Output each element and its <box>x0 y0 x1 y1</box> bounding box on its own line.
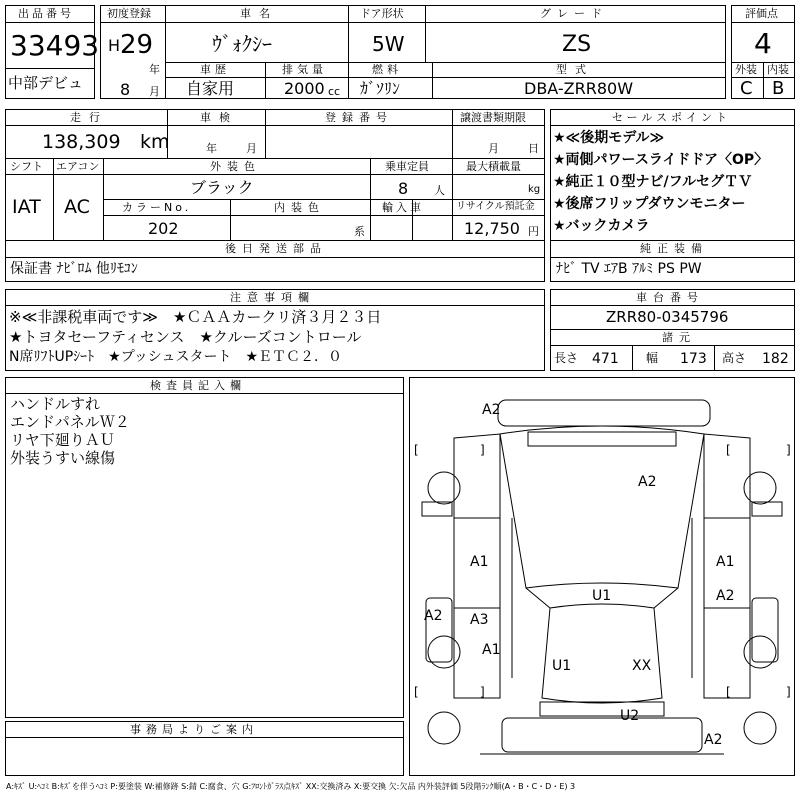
sales-points-label: セールスポイント <box>612 111 732 124</box>
displacement: 2000 <box>284 79 325 98</box>
height-label: 高さ <box>722 351 747 365</box>
exterior-grade-label: 外装 <box>735 63 757 76</box>
width-label: 幅 <box>646 351 659 365</box>
length-label: 長さ <box>554 351 579 365</box>
capacity-unit: 人 <box>434 184 445 197</box>
door-type: 5W <box>372 32 405 56</box>
grade-label: グレード <box>540 7 608 20</box>
interior-grade-label: 内装 <box>767 63 789 76</box>
fuel-label: 燃料 <box>372 63 402 76</box>
km-unit: km <box>140 131 170 153</box>
bracket: ] <box>480 443 485 457</box>
inspector-label: 検査員記入欄 <box>150 379 246 392</box>
car-name: ｳﾞｫｸｼｰ <box>212 32 272 56</box>
import-label: 輸入車 <box>382 201 424 214</box>
damage-mark: A2 <box>424 608 443 624</box>
length: 471 <box>592 351 619 367</box>
exterior-grade: C <box>740 78 753 99</box>
colorno: 202 <box>148 219 179 238</box>
recycle-unit: 円 <box>528 225 539 238</box>
model-code: DBA-ZRR80W <box>524 79 634 98</box>
year-unit: 年 <box>149 63 160 76</box>
parts-text: 保証書 ﾅﾋﾞﾛﾑ 他ﾘﾓｺﾝ <box>10 261 138 277</box>
sales-point: ★純正１０型ナビ/フルセグＴＶ <box>553 174 753 190</box>
ac-label: エアコン <box>56 160 100 173</box>
car-name-label: 車名 <box>240 7 278 20</box>
lot-number: 33493 <box>10 29 100 62</box>
recycle-label: リサイクル預託金 <box>456 201 535 212</box>
load-label: 最大積載量 <box>466 160 521 173</box>
cc-unit: cc <box>328 85 341 98</box>
intcolor-label: 内装色 <box>274 201 325 214</box>
chassis-number: ZRR80-0345796 <box>606 308 729 326</box>
inspector-line: 外装うすい線傷 <box>10 449 116 467</box>
bracket: [ <box>414 443 419 457</box>
damage-mark: A1 <box>482 642 501 658</box>
colorno-label: カラーNo. <box>122 201 192 214</box>
bracket: ] <box>786 685 791 699</box>
equipment-label: 純正装備 <box>640 242 708 255</box>
grade: ZS <box>562 32 592 57</box>
month-unit: 月 <box>149 85 160 98</box>
damage-mark: A1 <box>716 554 735 570</box>
intcolor-unit: 系 <box>354 225 365 238</box>
note-line: ※≪非課税車両です≫ ★ＣＡＡカークリ済３月２３日 <box>9 308 382 326</box>
load-unit: kg <box>528 184 541 195</box>
capacity: 8 <box>398 179 409 198</box>
inspector-line: リヤ下廻りＡＵ <box>10 431 115 449</box>
car-damage-diagram <box>410 378 794 775</box>
reg-era: H <box>108 36 121 55</box>
damage-mark: A1 <box>470 554 489 570</box>
door-label: ドア形状 <box>360 7 404 20</box>
bracket: ] <box>786 443 791 457</box>
inspection-year-unit: 年 <box>206 142 217 155</box>
legend: A:ｷｽﾞ U:ﾍｺﾐ B:ｷｽﾞを伴うﾍｺﾐ P:要塗装 W:補修跡 S:錆 C:腐食、穴 G:ﾌﾛﾝﾄｶﾞﾗｽ点ｷｽﾞ XX:交換済み X:要交換 欠:欠品 内外装評価 5段階ﾗﾝｸ順(A・B・C・D・E) 3 <box>6 782 576 791</box>
transfer-label: 譲渡書類期限 <box>460 111 526 124</box>
height: 182 <box>762 351 789 367</box>
sales-point: ★≪後期モデル≫ <box>553 130 665 146</box>
transfer-month-unit: 月 <box>488 142 499 155</box>
auction-event: 中部デビュ <box>8 74 84 92</box>
ac: AC <box>64 196 90 218</box>
damage-mark: A2 <box>716 588 735 604</box>
sales-point: ★両側パワースライドドア〈OP〉 <box>553 152 769 168</box>
score: 4 <box>754 27 772 60</box>
dims-label: 諸元 <box>662 331 696 344</box>
mileage-label: 走行 <box>70 111 108 124</box>
inspection-label: 車検 <box>200 111 238 124</box>
damage-mark: XX <box>632 658 652 674</box>
recycle-fee: 12,750 <box>464 219 520 238</box>
width: 173 <box>680 351 707 367</box>
capacity-label: 乗車定員 <box>385 160 429 173</box>
inspection-month-unit: 月 <box>246 142 257 155</box>
transfer-day-unit: 日 <box>528 142 539 155</box>
notes-label: 注意事項欄 <box>230 291 315 304</box>
history-label: 車歴 <box>200 63 230 76</box>
damage-mark: A3 <box>470 612 489 628</box>
displacement-label: 排気量 <box>282 63 327 76</box>
chassis-label: 車台番号 <box>636 291 704 304</box>
note-line: N席ﾘﾌﾄUPｼｰﾄ ★プッシュスタート ★ＥＴＣ２．０ <box>9 349 343 365</box>
parts-label: 後日発送部品 <box>225 242 327 255</box>
damage-mark: A2 <box>482 402 501 418</box>
color: ブラック <box>190 178 254 197</box>
history: 自家用 <box>186 79 235 98</box>
sales-point: ★バックカメラ <box>553 218 650 234</box>
reg-year: 29 <box>120 30 154 60</box>
equipment-text: ﾅﾋﾞ TV ｴｱB ｱﾙﾐ PS PW <box>556 261 702 277</box>
shift-label: シフト <box>10 160 43 173</box>
bracket: ] <box>480 685 485 699</box>
damage-mark: A2 <box>638 474 657 490</box>
inspector-line: ハンドルすれ <box>10 395 101 413</box>
note-line: ★トヨタセーフティセンス ★クルーズコントロール <box>9 328 362 346</box>
color-label: 外装色 <box>210 160 261 173</box>
bracket: [ <box>414 685 419 699</box>
damage-mark: U1 <box>592 588 612 604</box>
bracket: [ <box>726 443 731 457</box>
reg-month: 8 <box>120 80 131 99</box>
shift: IAT <box>12 196 41 218</box>
score-label: 評価点 <box>745 7 778 20</box>
first-reg-label: 初度登録 <box>107 7 151 20</box>
damage-mark: U1 <box>552 658 572 674</box>
interior-grade: B <box>772 78 785 99</box>
damage-mark: U2 <box>620 708 640 724</box>
inspector-line: エンドパネルＷ２ <box>10 413 130 431</box>
sales-point: ★後席フリップダウンモニター <box>553 196 746 212</box>
fuel: ｶﾞｿﾘﾝ <box>360 79 401 98</box>
bracket: [ <box>726 685 731 699</box>
damage-mark: A2 <box>704 732 723 748</box>
office-label: 事務局よりご案内 <box>130 723 258 736</box>
mileage: 138,309 <box>42 131 121 153</box>
model-label: 型式 <box>556 63 594 76</box>
lot-number-label: 出品番号 <box>18 7 74 20</box>
regno-label: 登録番号 <box>325 111 393 124</box>
